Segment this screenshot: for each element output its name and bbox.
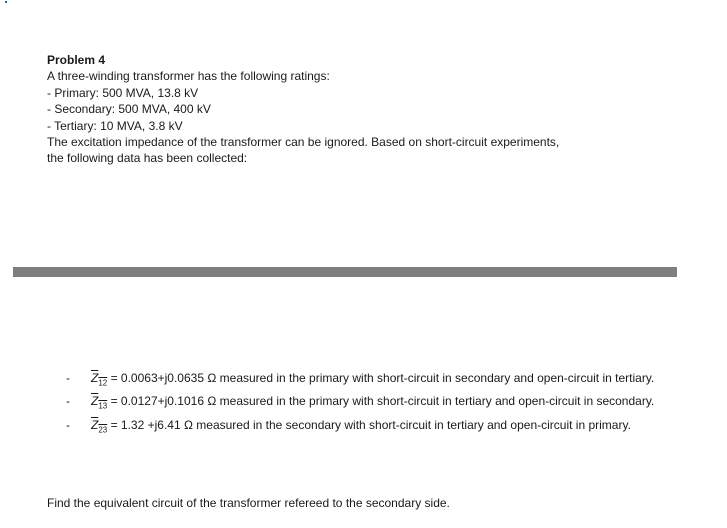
- impedance-subscript: 23: [98, 425, 108, 435]
- list-bullet: -: [66, 417, 70, 432]
- problem-title: Problem 4: [47, 53, 106, 67]
- impedance-symbol: $Z_{12}$: [91, 371, 108, 388]
- problem-description-line-2: the following data has been collected:: [47, 151, 248, 166]
- rating-tertiary: - Tertiary: 10 MVA, 3.8 kV: [47, 118, 183, 133]
- list-bullet: -: [66, 394, 70, 409]
- impedance-subscript: 13: [98, 401, 108, 411]
- impedance-symbol: $Z_{13}$: [91, 394, 108, 411]
- section-divider: [13, 267, 677, 277]
- measurement-text: = 1.32 +j6.41 Ω measured in the secondary with short-circuit in tertiary and open-circuit in primary.: [107, 417, 631, 432]
- measurement-text: = 0.0127+j0.1016 Ω measured in the primary with short-circuit in tertiary and open-circuit in secondary.: [107, 394, 655, 409]
- impedance-symbol: $Z_{23}$: [91, 417, 108, 435]
- final-instruction: Find the equivalent circuit of the transformer refereed to the secondary side.: [47, 496, 450, 510]
- impedance-subscript: 12: [98, 378, 108, 388]
- list-bullet: -: [66, 371, 70, 385]
- measurement-item: [62, 392, 662, 415]
- measurement-list: [62, 369, 662, 439]
- measurement-text: = 0.0063+j0.0635 Ω measured in the primary with short-circuit in secondary and open-circuit in tertiary.: [107, 371, 655, 385]
- rating-secondary: - Secondary: 500 MVA, 400 kV: [47, 102, 211, 117]
- problem-intro: A three-winding transformer has the following ratings:: [47, 69, 330, 84]
- problem-block: [47, 52, 687, 167]
- problem-description-line-1: The excitation impedance of the transformer can be ignored. Based on short-circuit experiments,: [47, 135, 560, 150]
- measurement-item: [62, 369, 662, 392]
- corner-marker: [5, 1, 7, 3]
- measurement-item: [62, 416, 662, 439]
- rating-primary: - Primary: 500 MVA, 13.8 kV: [47, 85, 199, 100]
